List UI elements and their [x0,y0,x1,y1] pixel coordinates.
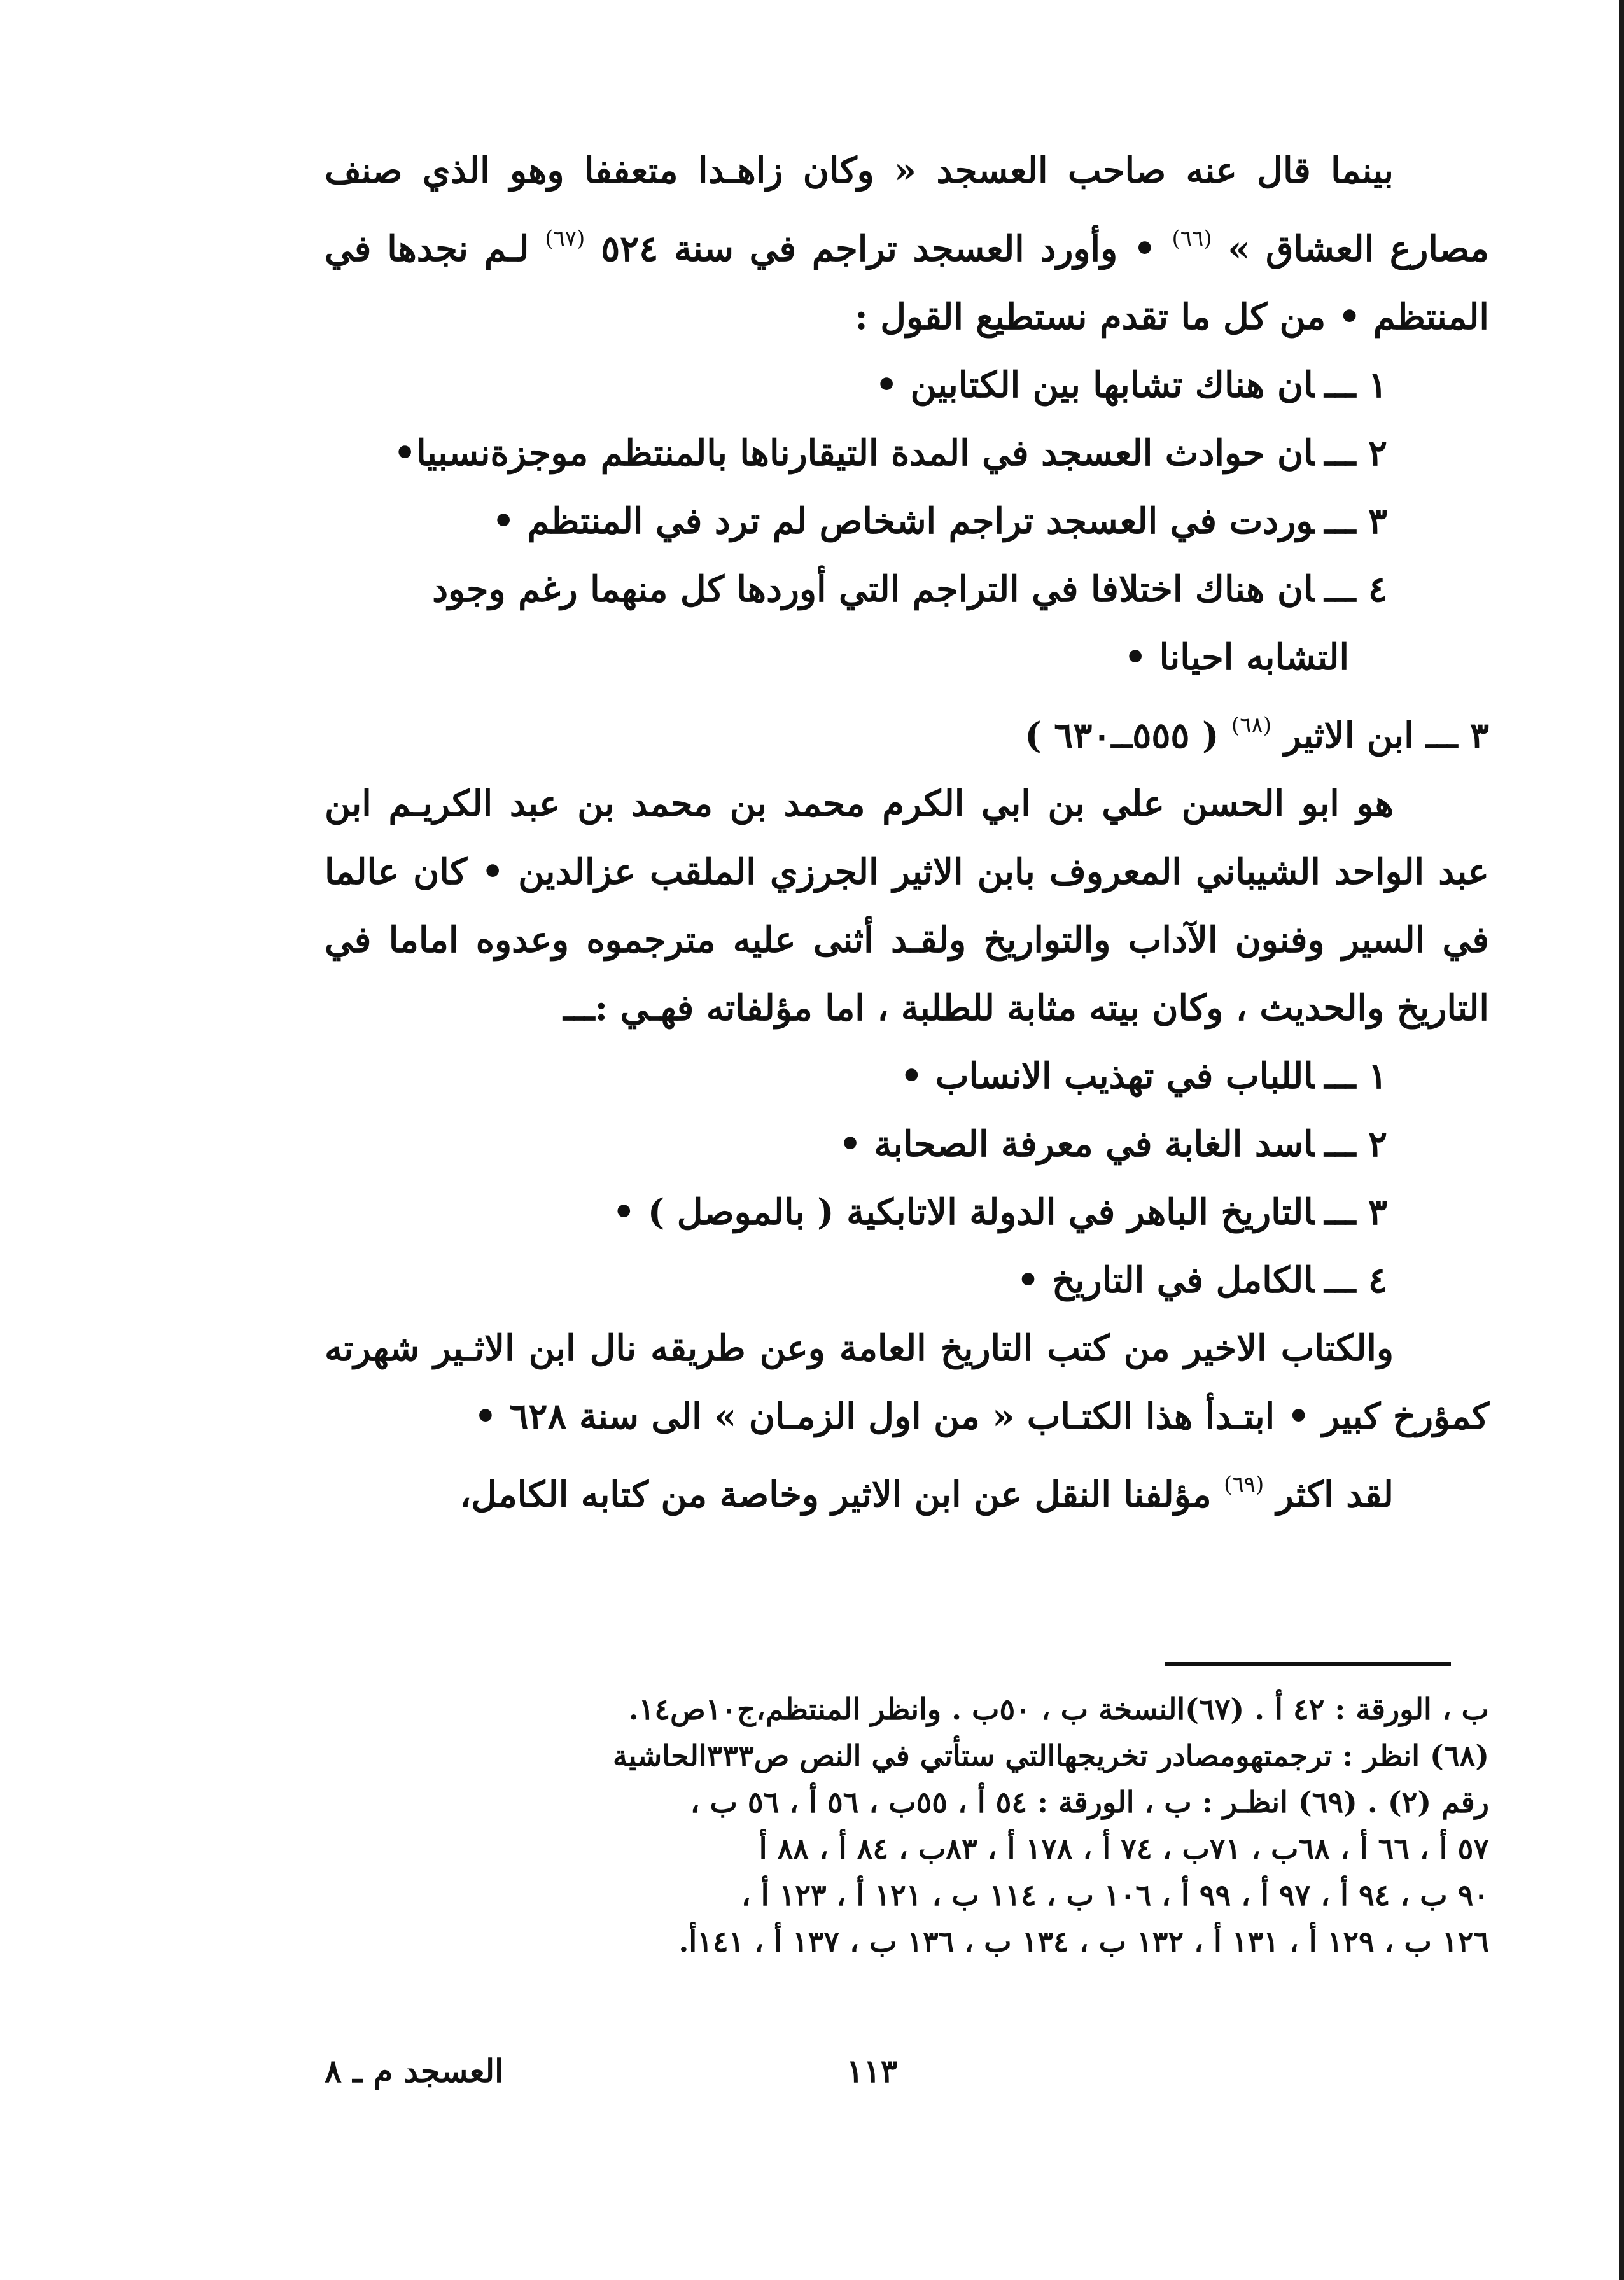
list-number: ٢ ـــ [1324,432,1387,474]
list-item [325,556,1489,624]
section-number: ٣ ـــ [1426,715,1489,757]
list-text: الكامل في التاريخ • [1016,1259,1315,1301]
paragraph-1 [325,137,1489,351]
list-item [325,1042,1489,1110]
list-number: ٢ ـــ [1324,1123,1387,1165]
paragraph-2: هو ابو الحسن علي بن ابي الكرم محمد بن محمد بن عبد الكريـم ابن عبد الواحد الشيباني المعروف بابن الاثير الجرزي الملقب عزالدين • كان عالما في السير وفنون الآداب والتواريخ ولقـد أثنى عليه مترجموه وعدوه اماما في التاريخ والحديث ، وكان بيته مثابة للطلبة ، اما مؤلفاته فهـي :ـــ [325,783,1489,1029]
list-number: ٣ ـــ [1324,1191,1387,1233]
list-item [325,487,1489,556]
footnote-ref-66[interactable]: (٦٦) [1172,226,1212,251]
list-text: ان هناك تشابها بين الكتابين • [875,364,1315,406]
paragraph-3: والكتاب الاخير من كتب التاريخ العامة وعن طريقه نال ابن الاثـير شهرته كمؤرخ كبير • ابتـدأ هذا الكتـاب « من اول الزمـان » الى سنة ٦٢٨ • [325,1327,1489,1437]
list-text: ان هناك اختلافا في التراجم التي أوردها كل منهما رغم وجود [432,568,1315,610]
footnotes [325,1686,1489,1965]
main-text [325,137,1489,1529]
paragraph-1-mid: • وأورد العسجد تراجم في سنة ٥٢٤ [585,228,1172,270]
footnote-ref-68[interactable]: (٦٨) [1231,713,1272,738]
footnote-line: رقم (٢) . (٦٩) انظـر : ب ، الورقة : ٥٤ أ ، ٥٥ب ، ٥٦ أ ، ٥٦ ب ، [690,1785,1489,1819]
list-text: التشابه احيانا • [1124,636,1349,678]
paragraph-1-text: بينما قال عنه صاحب العسجد « وكان زاهـدا متعففا وهو الذي صنف مصارع العشاق » [325,150,1490,270]
footnote-line: ٩٠ ب ، ٩٤ أ ، ٩٧ أ ، ٩٩ أ ، ١٠٦ ب ، ١١٤ ب ، ١٢١ أ ، ١٢٣ أ ، [741,1878,1489,1912]
printer-signature: العسجد م ـ ٨ [325,2052,504,2090]
section-dates: ( ٥٥٥ــ٦٣٠ ) [1025,715,1219,757]
list-item [325,419,1489,487]
footnote-ref-69[interactable]: (٦٩) [1224,1472,1264,1497]
section-heading [325,692,1489,770]
footnote-line: ب ، الورقة : ٤٢ أ . (٦٧)النسخة ب ، ٥٠ب . وانظر المنتظم،ج١٠ص١٤. [628,1692,1489,1726]
paragraph-4 [325,1451,1489,1529]
list-item [325,351,1489,419]
page-footer [325,2052,1489,2103]
list-text: وردت في العسجد تراجم اشخاص لم ترد في المنتظم • [492,500,1315,542]
list-number: ١ ـــ [1324,364,1387,406]
list-text: اللباب في تهذيب الانساب • [900,1055,1315,1097]
section-title: ابن الاثير [1284,715,1414,757]
list-number: ٤ ـــ [1324,1259,1387,1301]
list-item [325,1247,1489,1315]
list-item-continuation [325,624,1489,692]
footnote-divider [1165,1662,1451,1666]
page-number: ١١٣ [846,2052,898,2090]
list-item [325,1110,1489,1178]
list-text: التاريخ الباهر في الدولة الاتابكية ( بالموصل ) • [612,1191,1315,1233]
list-number: ٤ ـــ [1324,568,1387,610]
list-item [325,1178,1489,1247]
paragraph-1-end: لـم نجدها في المنتظم • من كل ما تقدم نستطيع القول : [325,228,1489,338]
list-text: اسد الغابة في معرفة الصحابة • [839,1123,1315,1165]
footnote-line: ٥٧ أ ، ٦٦ أ ، ٦٨ب ، ٧١ب ، ٧٤ أ ، ١٧٨ أ ، ٨٣ب ، ٨٤ أ ، ٨٨ أ [759,1831,1489,1866]
footnote-ref-67[interactable]: (٦٧) [545,226,585,251]
footnote-line: (٦٨) انظر : ترجمتهومصادر تخريجهاالتي ستأتي في النص ص٣٣٣الحاشية [613,1738,1489,1773]
list-text: ان حوادث العسجد في المدة التيقارناها بالمنتظم موجزةنسبيا• [393,432,1315,474]
list-number: ٣ ـــ [1324,500,1387,542]
paragraph-4-end: مؤلفنا النقل عن ابن الاثير وخاصة من كتابه الكامل، [459,1474,1224,1516]
page-edge-border [1619,0,1624,2280]
paragraph-4-start: لقد اكثر [1264,1474,1394,1516]
list-number: ١ ـــ [1324,1055,1387,1097]
footnote-line: ١٢٦ ب ، ١٢٩ أ ، ١٣١ أ ، ١٣٢ ب ، ١٣٤ ب ، ١٣٦ ب ، ١٣٧ أ ، ١٤١أ. [678,1924,1489,1959]
